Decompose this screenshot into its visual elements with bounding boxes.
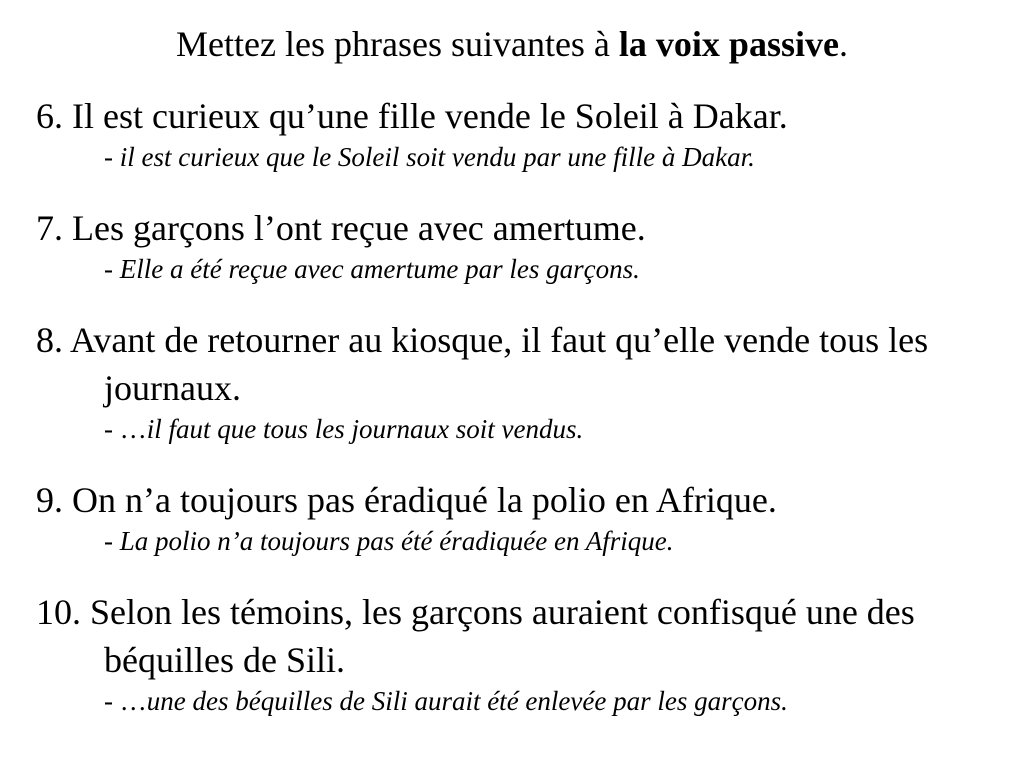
- title-suffix: .: [838, 24, 848, 64]
- title-bold: la voix passive: [618, 24, 839, 64]
- exercise-item-8: [36, 316, 996, 446]
- exercise-sentence: 10. Selon les témoins, les garçons auraient confisqué une des béquilles de Sili.: [36, 592, 915, 680]
- exercise-answer: [104, 140, 996, 174]
- exercise-item-9: [36, 476, 996, 558]
- answer-prefix: -: [104, 142, 120, 172]
- exercise-sentence: 6. Il est curieux qu’une fille vende le Soleil à Dakar.: [36, 96, 788, 136]
- exercise-answer: [104, 252, 996, 286]
- exercise-answer: [104, 684, 996, 718]
- answer-text: il faut que tous les journaux soit vendus.: [146, 414, 584, 444]
- answer-prefix: - …: [104, 414, 147, 444]
- answer-prefix: -: [104, 254, 120, 284]
- exercise-sentence: 9. On n’a toujours pas éradiqué la polio en Afrique.: [36, 480, 777, 520]
- exercise-item-6: [36, 92, 996, 174]
- exercise-sentence: 8. Avant de retourner au kiosque, il faut qu’elle vende tous les journaux.: [36, 320, 929, 408]
- exercise-item-7: [36, 204, 996, 286]
- answer-text: Elle a été reçue avec amertume par les garçons.: [119, 254, 640, 284]
- answer-prefix: - …: [104, 686, 147, 716]
- slide-title: [0, 22, 1024, 66]
- exercise-sentence: 7. Les garçons l’ont reçue avec amertume.: [36, 208, 646, 248]
- answer-prefix: -: [104, 526, 120, 556]
- title-prefix: Mettez les phrases suivantes à: [176, 24, 619, 64]
- exercise-answer: [104, 412, 996, 446]
- exercise-item-10: [36, 588, 996, 718]
- answer-text: il est curieux que le Soleil soit vendu par une fille à Dakar.: [119, 142, 755, 172]
- exercise-answer: [104, 524, 996, 558]
- answer-text: une des béquilles de Sili aurait été enlevée par les garçons.: [146, 686, 788, 716]
- answer-text: La polio n’a toujours pas été éradiquée en Afrique.: [119, 526, 674, 556]
